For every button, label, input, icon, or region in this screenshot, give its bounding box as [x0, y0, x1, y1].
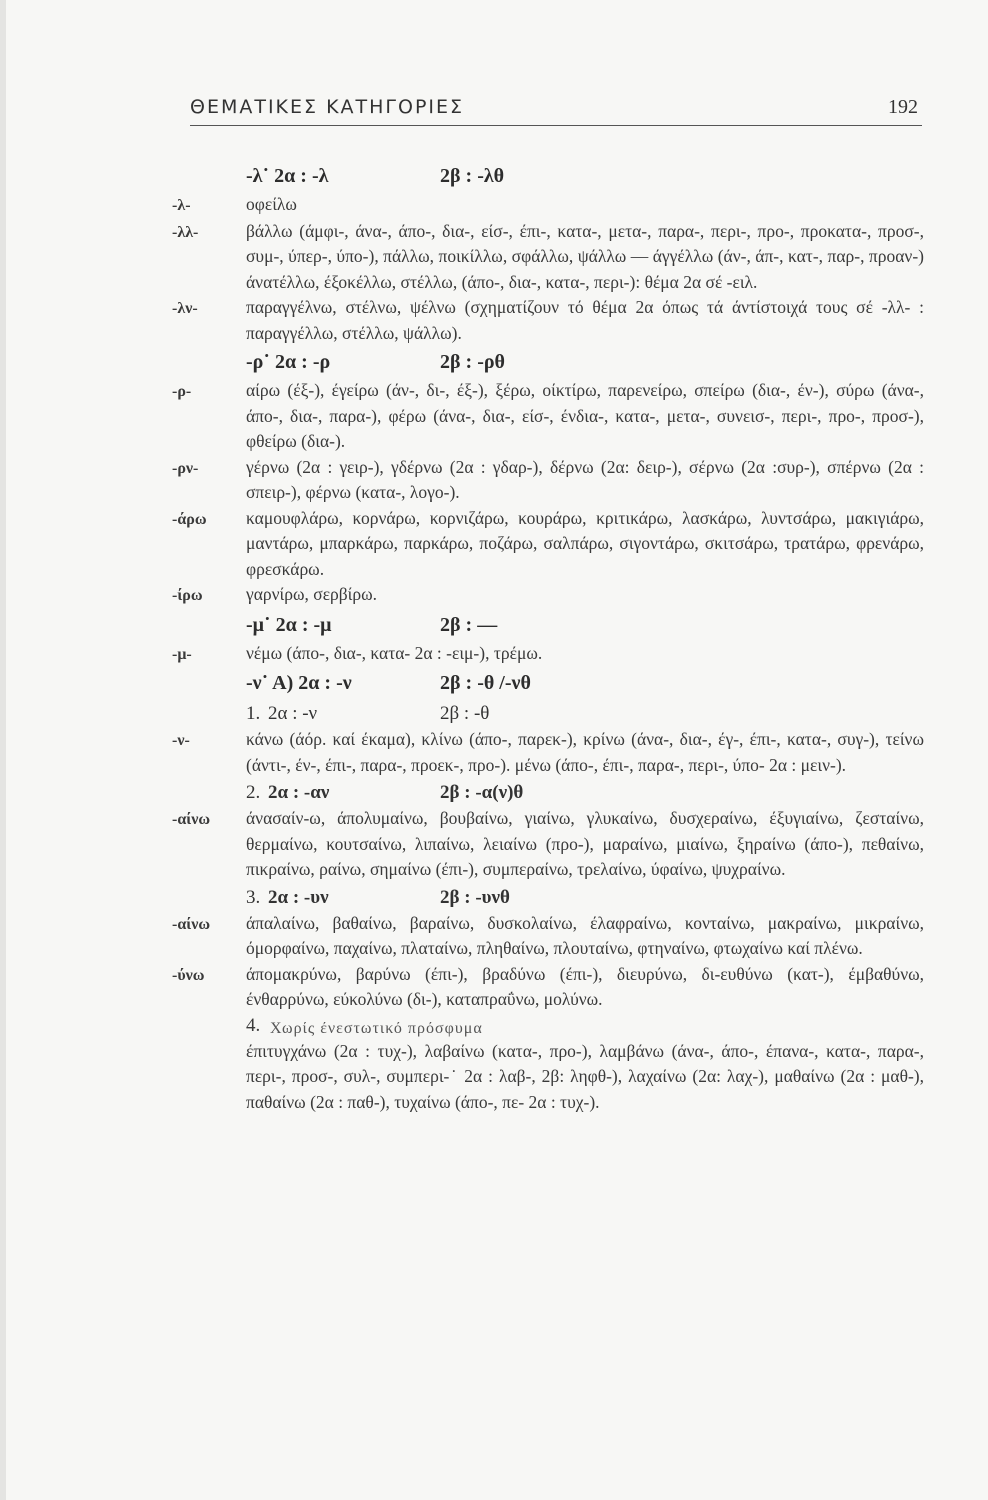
entry-row — [172, 911, 924, 962]
subsection-number: 4. — [246, 1014, 261, 1036]
entry-text: νέμω (άπο-, δια-, κατα- 2α : -ειμ-), τρέμω. — [246, 642, 543, 663]
entry-row — [172, 455, 924, 506]
section-heading-nu — [172, 667, 924, 699]
subsection-heading-1 — [172, 699, 924, 727]
subsection-number: 3. — [246, 886, 261, 908]
entry-row — [172, 806, 924, 883]
subsection-heading-4 — [172, 1013, 924, 1039]
entry-text: καμουφλάρω, κορνάρω, κορνιζάρω, κουράρω, κριτικάρω, λασκάρω, λυντσάρω, μακιγιάρω, μαντάρω, μπαρκάρω, παρκάρω, ποζάρω, σαλπάρω, σιγοντάρω, σκιτσάρω, τρατάρω, φρενάρω, φρεσκάρω. — [246, 507, 924, 579]
entry-text: γαρνίρω, σερβίρω. — [246, 584, 378, 604]
entry-text: άπαλαίνω, βαθαίνω, βαραίνω, δυσκολαίνω, έλαφραίνω, κονταίνω, μακραίνω, μικραίνω, όμορφαίνω, παχαίνω, πλαταίνω, πληθαίνω, πλουταίνω, φτηναίνω, φτωχαίνω καί πλένω. — [246, 912, 924, 958]
entry-text: άνασαίν-ω, άπολυμαίνω, βουβαίνω, γιαίνω, γλυκαίνω, δυσχεραίνω, έξυγιαίνω, ζεσταίνω, θερμαίνω, κουτσαίνω, λιπαίνω, λειαίνω (προ-), μαραίνω, μιαίνω, ξηραίνω (άπο-), πεθαίνω, πικραίνω, ραίνω, σημαίνω (έπι-), συμπεραίνω, τρελαίνω, ύφαίνω, ψυχραίνω. — [246, 808, 924, 879]
main-content — [172, 160, 924, 1115]
entry-text: αίρω (έξ-), έγείρω (άν-, δι-, έξ-), ξέρω, οίκτίρω, παρενείρω, σπείρω (δια-, έν-), σύρω (άνα-, άπο-, δια-, παρα-), φέρω (άνα-, δια-, είσ-, ένδια-, κατα-, μετα-, συνεισ-, περι-, προ-, προσ-), φθείρω (δια-). — [246, 380, 924, 451]
heading-theme-2b: 2β : -θ /-νθ — [440, 672, 531, 694]
entry-text: βάλλω (άμφι-, άνα-, άπο-, δια-, είσ-, έπι-, κατα-, μετα-, παρα-, περι-, προ-, προκατα-, προσ-, συμ-, ύπερ-, ύπο-), πάλλω, ποικίλλω, σφάλλω, ψάλλω — άγγέλλω (άν-, άπ-, κατ-, παρ-, προαν-) άνατέλλω, έξοκέλλω, στέλλω, (άπο-, δια-, κατα-, περι-): θέμα 2α σέ -ειλ. — [246, 220, 924, 292]
heading-theme-2a: -ν˙ Α) 2α : -ν — [246, 672, 352, 694]
entry-row — [172, 192, 924, 219]
entry-stem: -λλ- — [172, 223, 199, 241]
subsection-theme-2a: 2α : -ν — [268, 703, 318, 724]
section-heading-lambda — [172, 160, 924, 192]
entry-stem: -ρ- — [172, 383, 192, 400]
entry-text: κάνω (άόρ. καί έκαμα), κλίνω (άπο-, παρεκ-), κρίνω (άνα-, δια-, έγ-, έπι-, κατα-, συγ-), τείνω (άντι-, έν-, έπι-, παρα-, προεκ-, προ-). μένω (άπο-, έπι-, παρα-, περι-, ύπο- 2α : μειν-). — [246, 729, 924, 775]
section-heading-rho — [172, 346, 924, 378]
entry-text: οφείλω — [246, 194, 297, 214]
subsection-number: 2. — [246, 782, 261, 803]
entry-row — [172, 641, 924, 668]
entry-row — [172, 727, 924, 778]
page-edge-shadow — [0, 0, 6, 1500]
header-rule — [190, 125, 922, 126]
subsection-theme-2b: 2β : -υνθ — [440, 886, 510, 908]
entry-stem: -ύνω — [172, 966, 205, 984]
heading-theme-2b: 2β : -ρθ — [440, 351, 505, 373]
entry-row — [172, 219, 924, 296]
subsection-theme-2b: 2β : -θ — [440, 703, 490, 724]
entry-text: γέρνω (2α : γειρ-), γδέρνω (2α : γδαρ-), δέρνω (2α: δειρ-), σέρνω (2α :συρ-), σπέρνω (2α : σπειρ-), φέρνω (κατα-, λογο-). — [246, 456, 924, 502]
entry-stem: -άρω — [172, 510, 207, 528]
subsection-heading-2 — [172, 778, 924, 806]
entry-text: παραγγέλνω, στέλνω, ψέλνω (σχηματίζουν τό θέμα 2α όπως τά άντίστοιχά τους σέ -λλ- : παραγγέλλω, στέλλω, ψάλλω). — [246, 297, 924, 343]
subsection-theme-2a: 2α : -αν — [268, 782, 330, 803]
subsection-theme-2a: 2α : -υν — [268, 886, 329, 908]
subsection-number: 1. — [246, 703, 261, 724]
section-heading-mu — [172, 609, 924, 641]
running-title: ΘΕΜΑΤΙΚΕΣ ΚΑΤΗΓΟΡΙΕΣ — [190, 96, 465, 118]
page-header — [190, 96, 924, 122]
entry-row — [172, 378, 924, 455]
entry-row — [172, 295, 924, 346]
entry-stem: -αίνω — [172, 811, 211, 828]
entry-text: άπομακρύνω, βαρύνω (έπι-), βραδύνω (έπι-), διευρύνω, δι-ευθύνω (κατ-), έμβαθύνω, ένθαρρύνω, εύκολύνω (δι-), καταπραΰνω, μολύνω. — [246, 963, 924, 1009]
subsection-title: Χωρίς ένεστωτικό πρόσφυμα — [270, 1019, 483, 1037]
entry-row — [172, 962, 924, 1013]
entry-stem: -ρν- — [172, 459, 199, 477]
entry-row — [172, 506, 924, 583]
entry-text: έπιτυγχάνω (2α : τυχ-), λαβαίνω (κατα-, προ-), λαμβάνω (άνα-, άπο-, έπανα-, κατα-, παρα-, περι-, προσ-, συλ-, συμπερι-˙ 2α : λαβ-, 2β: ληφθ-), λαχαίνω (2α: λαχ-), μαθαίνω (2α : μαθ-), παθαίνω (2α : παθ-), τυχαίνω (άπο-, πε- 2α : τυχ-). — [246, 1040, 924, 1112]
heading-theme-2b: 2β : -λθ — [440, 165, 505, 187]
entry-row — [172, 582, 924, 609]
entry-stem: -λ- — [172, 197, 191, 214]
entry-stem: -ν- — [172, 732, 190, 749]
heading-theme-2a: -ρ˙ 2α : -ρ — [246, 351, 331, 373]
entry-stem: -λν- — [172, 300, 198, 317]
subsection-theme-2b: 2β : -α(ν)θ — [440, 782, 524, 803]
page-number: 192 — [888, 96, 918, 118]
entry-stem: -μ- — [172, 645, 192, 663]
heading-theme-2a: -μ˙ 2α : -μ — [246, 613, 332, 636]
heading-theme-2b: 2β : — — [440, 613, 498, 636]
entry-stem: -αίνω — [172, 915, 211, 933]
heading-theme-2a: -λ˙ 2α : -λ — [246, 165, 329, 187]
entry-stem: -ίρω — [172, 587, 203, 604]
subsection-heading-3 — [172, 883, 924, 911]
